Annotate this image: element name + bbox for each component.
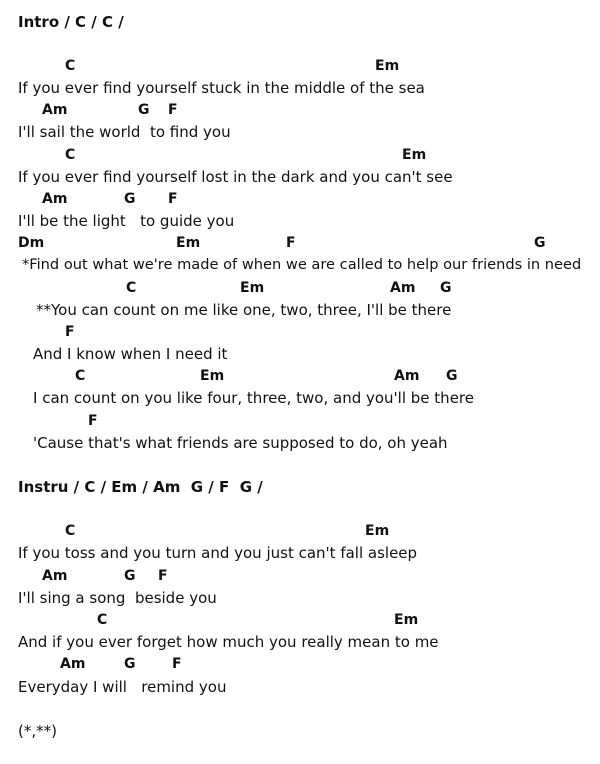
chord: Am bbox=[60, 656, 86, 672]
lyric-line: **You can count on me like one, two, three, I'll be there bbox=[36, 301, 452, 319]
chord: Am bbox=[42, 568, 68, 584]
chord: F bbox=[286, 235, 296, 251]
lyric-line: I'll sail the world to find you bbox=[18, 123, 231, 141]
chord: Em bbox=[200, 368, 225, 384]
lyric-line: If you ever find yourself lost in the dark and you can't see bbox=[18, 168, 453, 186]
intro-heading: Intro / C / C / bbox=[18, 13, 124, 31]
lyric-line: I can count on you like four, three, two, and you'll be there bbox=[33, 389, 474, 407]
chord: G bbox=[446, 368, 458, 384]
lyric-line: If you ever find yourself stuck in the middle of the sea bbox=[18, 79, 425, 97]
chord: Em bbox=[402, 147, 427, 163]
chord: Am bbox=[390, 280, 416, 296]
chord: C bbox=[65, 147, 76, 163]
lyric-line: If you toss and you turn and you just can't fall asleep bbox=[18, 544, 418, 562]
chord: C bbox=[126, 280, 137, 296]
chord: C bbox=[65, 523, 76, 539]
chord: Em bbox=[240, 280, 265, 296]
chord: F bbox=[172, 656, 182, 672]
chord: Em bbox=[375, 58, 400, 74]
chord: G bbox=[534, 235, 546, 251]
chord: C bbox=[65, 58, 76, 74]
chord: Am bbox=[394, 368, 420, 384]
instrumental-heading: Instru / C / Em / Am G / F G / bbox=[18, 478, 263, 496]
lyric-line: I'll be the light to guide you bbox=[18, 212, 235, 230]
chord: C bbox=[75, 368, 86, 384]
chord: G bbox=[124, 568, 136, 584]
chord: Em bbox=[394, 612, 419, 628]
chord: G bbox=[138, 102, 150, 118]
chord: Em bbox=[365, 523, 390, 539]
lyric-line: 'Cause that's what friends are supposed to do, oh yeah bbox=[33, 434, 448, 452]
chord: Am bbox=[42, 191, 68, 207]
chord: F bbox=[158, 568, 168, 584]
lyric-line: *Find out what we're made of when we are called to help our friends in need bbox=[22, 256, 582, 273]
chord: G bbox=[124, 656, 136, 672]
chord: F bbox=[168, 102, 178, 118]
chord: F bbox=[168, 191, 178, 207]
chord: C bbox=[97, 612, 108, 628]
chord: F bbox=[88, 413, 98, 429]
chord: Em bbox=[176, 235, 201, 251]
chord: Dm bbox=[18, 235, 45, 251]
chord: G bbox=[440, 280, 452, 296]
chord: G bbox=[124, 191, 136, 207]
lyric-line: And I know when I need it bbox=[33, 345, 228, 363]
lyric-line: I'll sing a song beside you bbox=[18, 589, 217, 607]
lyric-line: And if you ever forget how much you really mean to me bbox=[18, 633, 439, 651]
chord: Am bbox=[42, 102, 68, 118]
lyric-line: Everyday I will remind you bbox=[18, 678, 227, 696]
repeat-note: (*,**) bbox=[18, 722, 57, 740]
chord: F bbox=[65, 324, 75, 340]
